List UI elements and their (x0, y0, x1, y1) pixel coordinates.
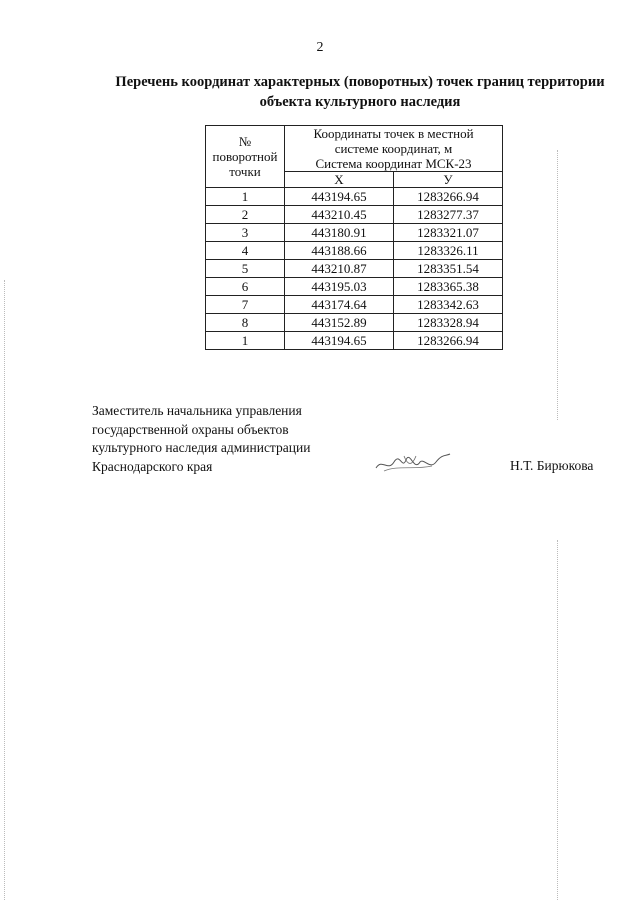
cell-point-number: 1 (206, 188, 285, 206)
cell-point-number: 7 (206, 296, 285, 314)
header-point-number: № поворотной точки (206, 126, 285, 188)
cell-point-number: 4 (206, 242, 285, 260)
cell-x: 443180.91 (285, 224, 394, 242)
signer-name: Н.Т. Бирюкова (510, 458, 594, 473)
cell-y: 1283277.37 (394, 206, 503, 224)
table-row (206, 314, 503, 332)
cell-point-number: 8 (206, 314, 285, 332)
cell-y: 1283326.11 (394, 242, 503, 260)
handwritten-signature (374, 450, 452, 478)
page-number: 2 (316, 40, 324, 55)
title-line-1: Перечень координат характерных (поворотных) точек границ территории (115, 74, 605, 90)
table-row (206, 260, 503, 278)
header-x: X (285, 172, 394, 188)
cell-point-number: 6 (206, 278, 285, 296)
cell-x: 443194.65 (285, 188, 394, 206)
table-row (206, 188, 503, 206)
cell-y: 1283266.94 (394, 332, 503, 350)
table-row (206, 332, 503, 350)
table-row (206, 206, 503, 224)
cell-point-number: 3 (206, 224, 285, 242)
table-row (206, 224, 503, 242)
header-coordinates: Координаты точек в местной системе координат, м Система координат МСК-23 (285, 126, 503, 172)
table-row (206, 278, 503, 296)
cell-x: 443188.66 (285, 242, 394, 260)
scan-artifact-line (557, 150, 558, 420)
cell-y: 1283321.07 (394, 224, 503, 242)
scan-artifact-line (4, 280, 5, 900)
cell-x: 443210.45 (285, 206, 394, 224)
cell-x: 443174.64 (285, 296, 394, 314)
cell-y: 1283365.38 (394, 278, 503, 296)
cell-y: 1283328.94 (394, 314, 503, 332)
coordinates-table (205, 125, 503, 350)
cell-x: 443195.03 (285, 278, 394, 296)
cell-point-number: 5 (206, 260, 285, 278)
cell-y: 1283342.63 (394, 296, 503, 314)
cell-x: 443210.87 (285, 260, 394, 278)
table-row (206, 296, 503, 314)
header-y: У (394, 172, 503, 188)
coordinates-body (206, 188, 503, 350)
cell-x: 443194.65 (285, 332, 394, 350)
signer-position: Заместитель начальника управления государственной охраны объектов культурного наследия администрации Краснодарского края (92, 403, 311, 474)
cell-y: 1283351.54 (394, 260, 503, 278)
scan-artifact-line (557, 540, 558, 900)
cell-y: 1283266.94 (394, 188, 503, 206)
cell-x: 443152.89 (285, 314, 394, 332)
cell-point-number: 1 (206, 332, 285, 350)
title-line-2: объекта культурного наследия (259, 94, 461, 110)
cell-point-number: 2 (206, 206, 285, 224)
document-title (90, 72, 630, 112)
table-row (206, 242, 503, 260)
